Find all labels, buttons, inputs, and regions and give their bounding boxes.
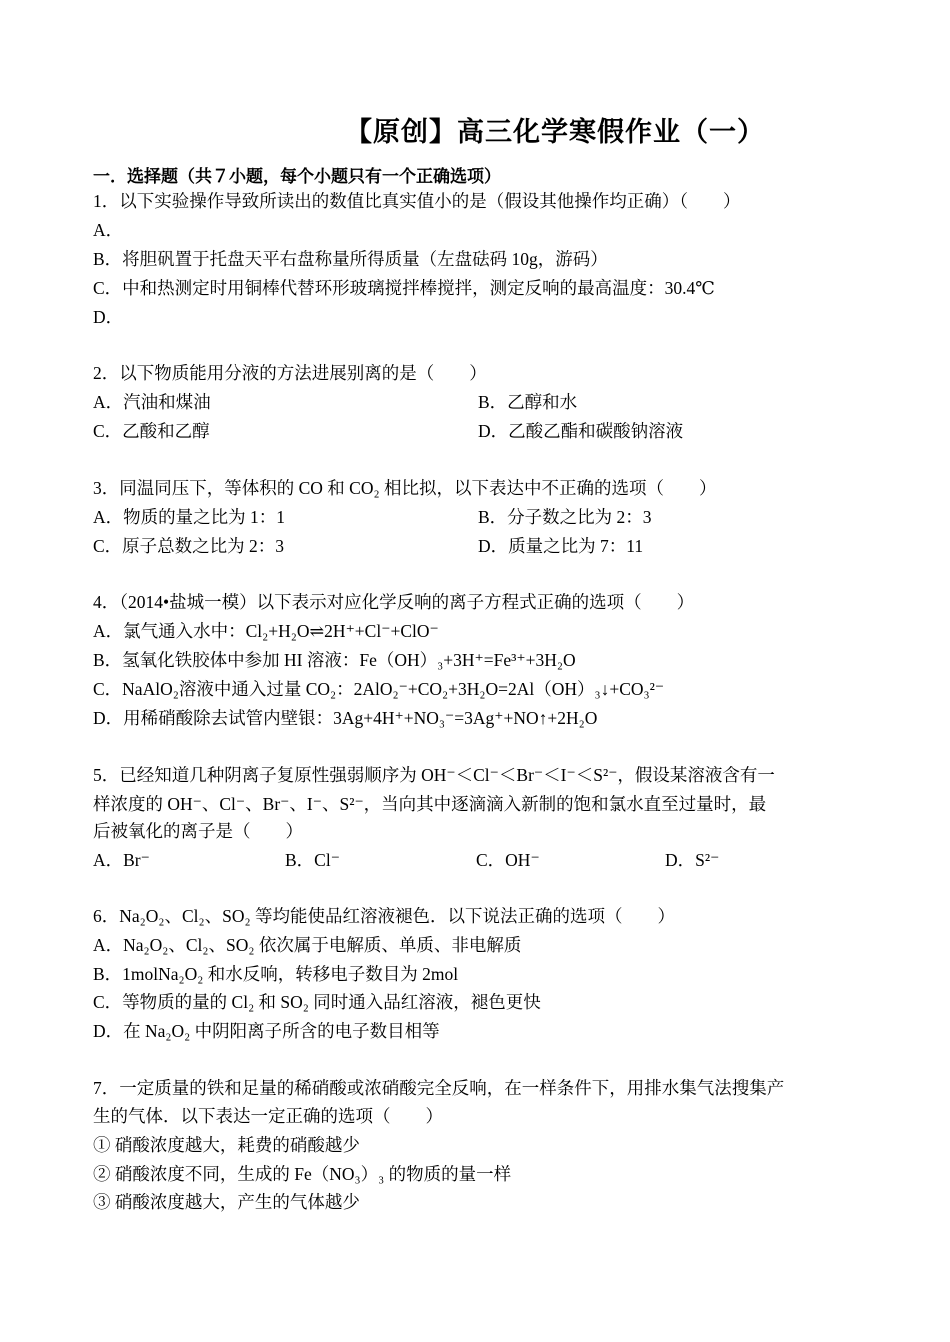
q2-stem: 2．以下物质能用分液的方法进展别离的是（ ） <box>93 363 487 383</box>
q7-item-1: ① 硝酸浓度越大，耗费的硝酸越少 <box>93 1135 360 1155</box>
q1-option-d: D． <box>93 307 124 327</box>
q4-option-a: A．氯气通入水中：Cl₂+H₂O⇌2H⁺+Cl⁻+ClO⁻ <box>93 621 439 641</box>
page-title: 【原创】高三化学寒假作业（一） <box>345 117 765 147</box>
q7-stem-line-1: 7．一定质量的铁和足量的稀硝酸或浓硝酸完全反响，在一样条件下，用排水集气法搜集产 <box>93 1078 785 1098</box>
q7-item-2: ② 硝酸浓度不同，生成的 Fe（NO₃）₃ 的物质的量一样 <box>93 1164 512 1184</box>
q1-option-b: B．将胆矾置于托盘天平右盘称量所得质量（左盘砝码 10g，游码） <box>93 249 608 269</box>
section-heading: 一．选择题（共７小题，每个小题只有一个正确选项） <box>93 167 501 186</box>
q3-stem: 3．同温同压下，等体积的 CO 和 CO₂ 相比拟，以下表达中不正确的选项（ ） <box>93 478 717 498</box>
q5-stem-line-1: 5．已经知道几种阴离子复原性强弱顺序为 OH⁻＜Cl⁻＜Br⁻＜I⁻＜S²⁻，假设某溶液含有一 <box>93 765 775 785</box>
q5-stem-line-2: 样浓度的 OH⁻、Cl⁻、Br⁻、I⁻、S²⁻，当向其中逐滴滴入新制的饱和氯水直至过量时，最 <box>93 794 767 814</box>
q3-option-d: D．质量之比为 7：11 <box>478 536 644 556</box>
q7-item-3: ③ 硝酸浓度越大，产生的气体越少 <box>93 1192 360 1212</box>
q3-option-c: C．原子总数之比为 2：3 <box>93 536 285 556</box>
q7-stem-line-2: 生的气体．以下表达一定正确的选项（ ） <box>93 1106 443 1126</box>
q5-stem-line-3: 后被氧化的离子是（ ） <box>93 821 303 841</box>
q4-option-d: D．用稀硝酸除去试管内壁银：3Ag+4H⁺+NO₃⁻=3Ag⁺+NO↑+2H₂O <box>93 708 598 728</box>
q3-option-b: B．分子数之比为 2：3 <box>478 507 652 527</box>
q6-option-c: C．等物质的量的 Cl₂ 和 SO₂ 同时通入品红溶液，褪色更快 <box>93 992 541 1012</box>
q6-option-b: B．1molNa₂O₂ 和水反响，转移电子数目为 2mol <box>93 964 459 984</box>
q2-option-b: B．乙醇和水 <box>478 392 578 412</box>
q5-option-c: C．OH⁻ <box>476 850 540 870</box>
q2-option-a: A．汽油和煤油 <box>93 392 211 412</box>
q6-stem: 6．Na₂O₂、Cl₂、SO₂ 等均能使品红溶液褪色．以下说法正确的选项（ ） <box>93 906 675 926</box>
q2-option-c: C．乙酸和乙醇 <box>93 421 210 441</box>
q1-option-c: C．中和热测定时用铜棒代替环形玻璃搅拌棒搅拌，测定反响的最高温度：30.4℃ <box>93 278 715 298</box>
q4-option-b: B．氢氧化铁胶体中参加 HI 溶液：Fe（OH）₃+3H⁺=Fe³⁺+3H₂O <box>93 650 576 670</box>
q6-option-d: D．在 Na₂O₂ 中阴阳离子所含的电子数目相等 <box>93 1021 440 1041</box>
q2-option-d: D．乙酸乙酯和碳酸钠溶液 <box>478 421 684 441</box>
q1-stem: 1．以下实验操作导致所读出的数值比真实值小的是（假设其他操作均正确）（ ） <box>93 191 741 211</box>
q4-stem: 4．（2014•盐城一模）以下表示对应化学反响的离子方程式正确的选项（ ） <box>93 592 695 612</box>
q4-option-c: C．NaAlO₂溶液中通入过量 CO₂：2AlO₂⁻+CO₂+3H₂O=2Al（OH）₃↓+CO₃²⁻ <box>93 679 665 699</box>
q1-option-a: A． <box>93 220 124 240</box>
q5-option-a: A．Br⁻ <box>93 850 150 870</box>
q5-option-d: D．S²⁻ <box>665 850 720 870</box>
q5-option-b: B．Cl⁻ <box>285 850 340 870</box>
q3-option-a: A．物质的量之比为 1：1 <box>93 507 286 527</box>
q6-option-a: A．Na₂O₂、Cl₂、SO₂ 依次属于电解质、单质、非电解质 <box>93 935 522 955</box>
